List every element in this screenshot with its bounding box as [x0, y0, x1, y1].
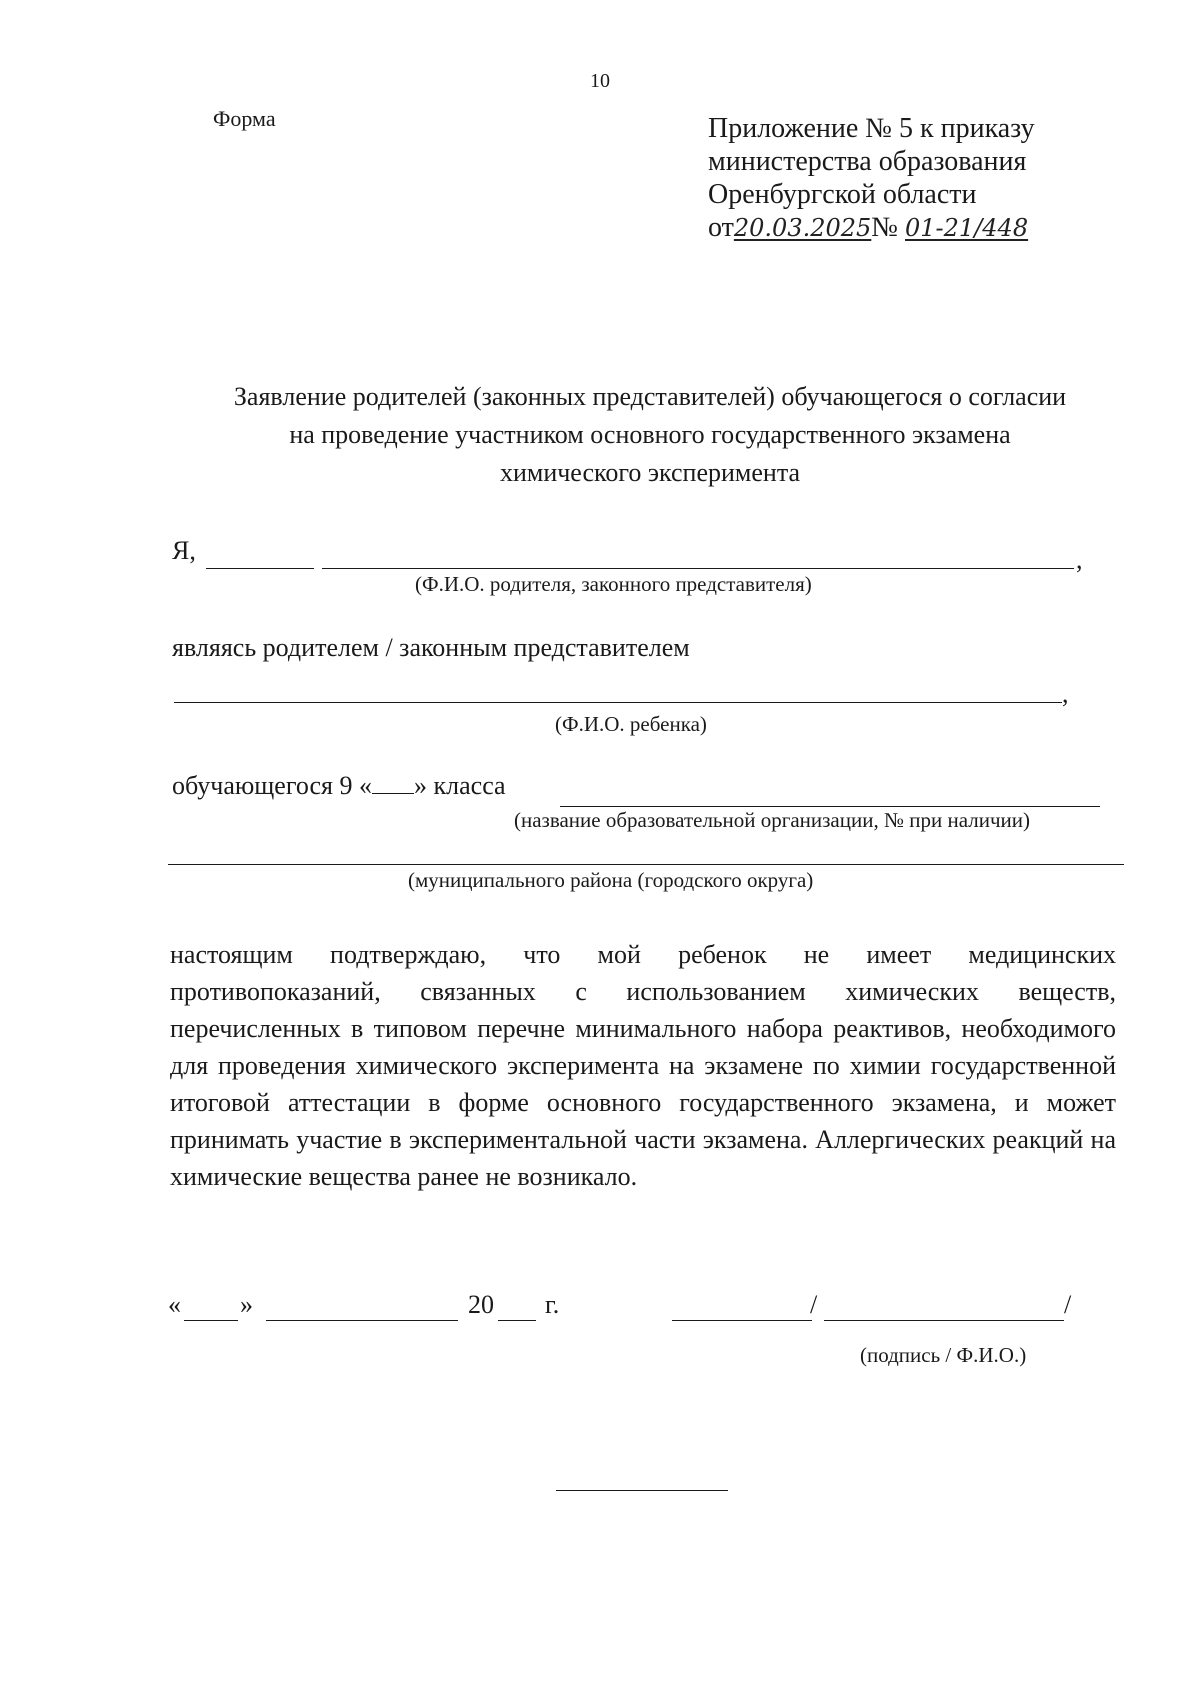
- signature-caption: (подпись / Ф.И.О.): [860, 1343, 1027, 1367]
- class-line: [172, 771, 506, 801]
- school-caption: (название образовательной организации, № при наличии): [514, 808, 1030, 832]
- child-caption: (Ф.И.О. ребенка): [555, 712, 707, 736]
- document-title: [160, 378, 1140, 492]
- day-field[interactable]: [184, 1320, 238, 1321]
- applicant-caption: (Ф.И.О. родителя, законного представителя): [415, 572, 812, 596]
- annex-date: 20.03.2025: [733, 214, 872, 242]
- annex-line-2: министерства образования: [708, 146, 1027, 177]
- form-label: Форма: [213, 106, 276, 131]
- date-close-quote: »: [240, 1290, 253, 1319]
- annex-number: 01-21/448: [905, 214, 1029, 242]
- date-open-quote: «: [168, 1290, 181, 1319]
- annex-line-4: [708, 211, 1035, 245]
- district-caption: (муниципального района (городского округа): [408, 868, 814, 892]
- class-line-after: » класса: [414, 771, 506, 800]
- annex-number-sign: №: [871, 212, 899, 243]
- class-line-before: обучающегося 9 «: [172, 771, 373, 800]
- annex-line-3: Оренбургской области: [708, 179, 977, 210]
- annex-line-1: Приложение № 5 к приказу: [708, 113, 1035, 144]
- title-line-1: Заявление родителей (законных представителей) обучающегося о согласии: [233, 382, 1067, 411]
- title-line-2: на проведение участником основного государственного экзамена: [289, 420, 1011, 449]
- year-field[interactable]: [498, 1320, 536, 1321]
- page-number: 10: [590, 70, 610, 92]
- title-line-3: химического эксперимента: [499, 458, 801, 487]
- annex-block: [708, 112, 1035, 245]
- signer-name-field[interactable]: [824, 1320, 1064, 1321]
- closing-divider: [556, 1490, 728, 1491]
- child-trailing-comma: ,: [1062, 679, 1069, 708]
- signature-slash-2: /: [1064, 1290, 1072, 1319]
- year-suffix: г.: [545, 1290, 560, 1319]
- month-field[interactable]: [266, 1320, 458, 1321]
- district-field[interactable]: [168, 864, 1124, 865]
- applicant-name-field[interactable]: [322, 568, 1074, 569]
- child-name-field[interactable]: [174, 702, 1062, 703]
- date-century: 20: [468, 1290, 494, 1319]
- annex-from-label: от: [708, 212, 734, 243]
- signature-field[interactable]: [672, 1320, 812, 1321]
- school-name-field[interactable]: [560, 806, 1100, 807]
- applicant-trailing-comma: ,: [1076, 545, 1083, 574]
- child-intro: являясь родителем / законным представителем: [172, 633, 690, 662]
- applicant-prefix: Я,: [172, 536, 196, 565]
- signature-slash-1: /: [810, 1290, 818, 1319]
- class-letter-field[interactable]: [372, 773, 414, 794]
- statement-paragraph: настоящим подтверждаю, что мой ребенок не имеет медицинских противопоказаний, связанных с использованием химических веществ, перечисленных в типовом перечне минимального набора реактивов, необходимого для проведения химического эксперимента на экзамене по химии государственной итоговой аттестации в форме основного государственного экзамена, и может принимать участие в экспериментальной части экзамена. Аллергических реакций на химические вещества ранее не возникало.: [170, 940, 1116, 1191]
- applicant-name-field-short[interactable]: [206, 568, 314, 569]
